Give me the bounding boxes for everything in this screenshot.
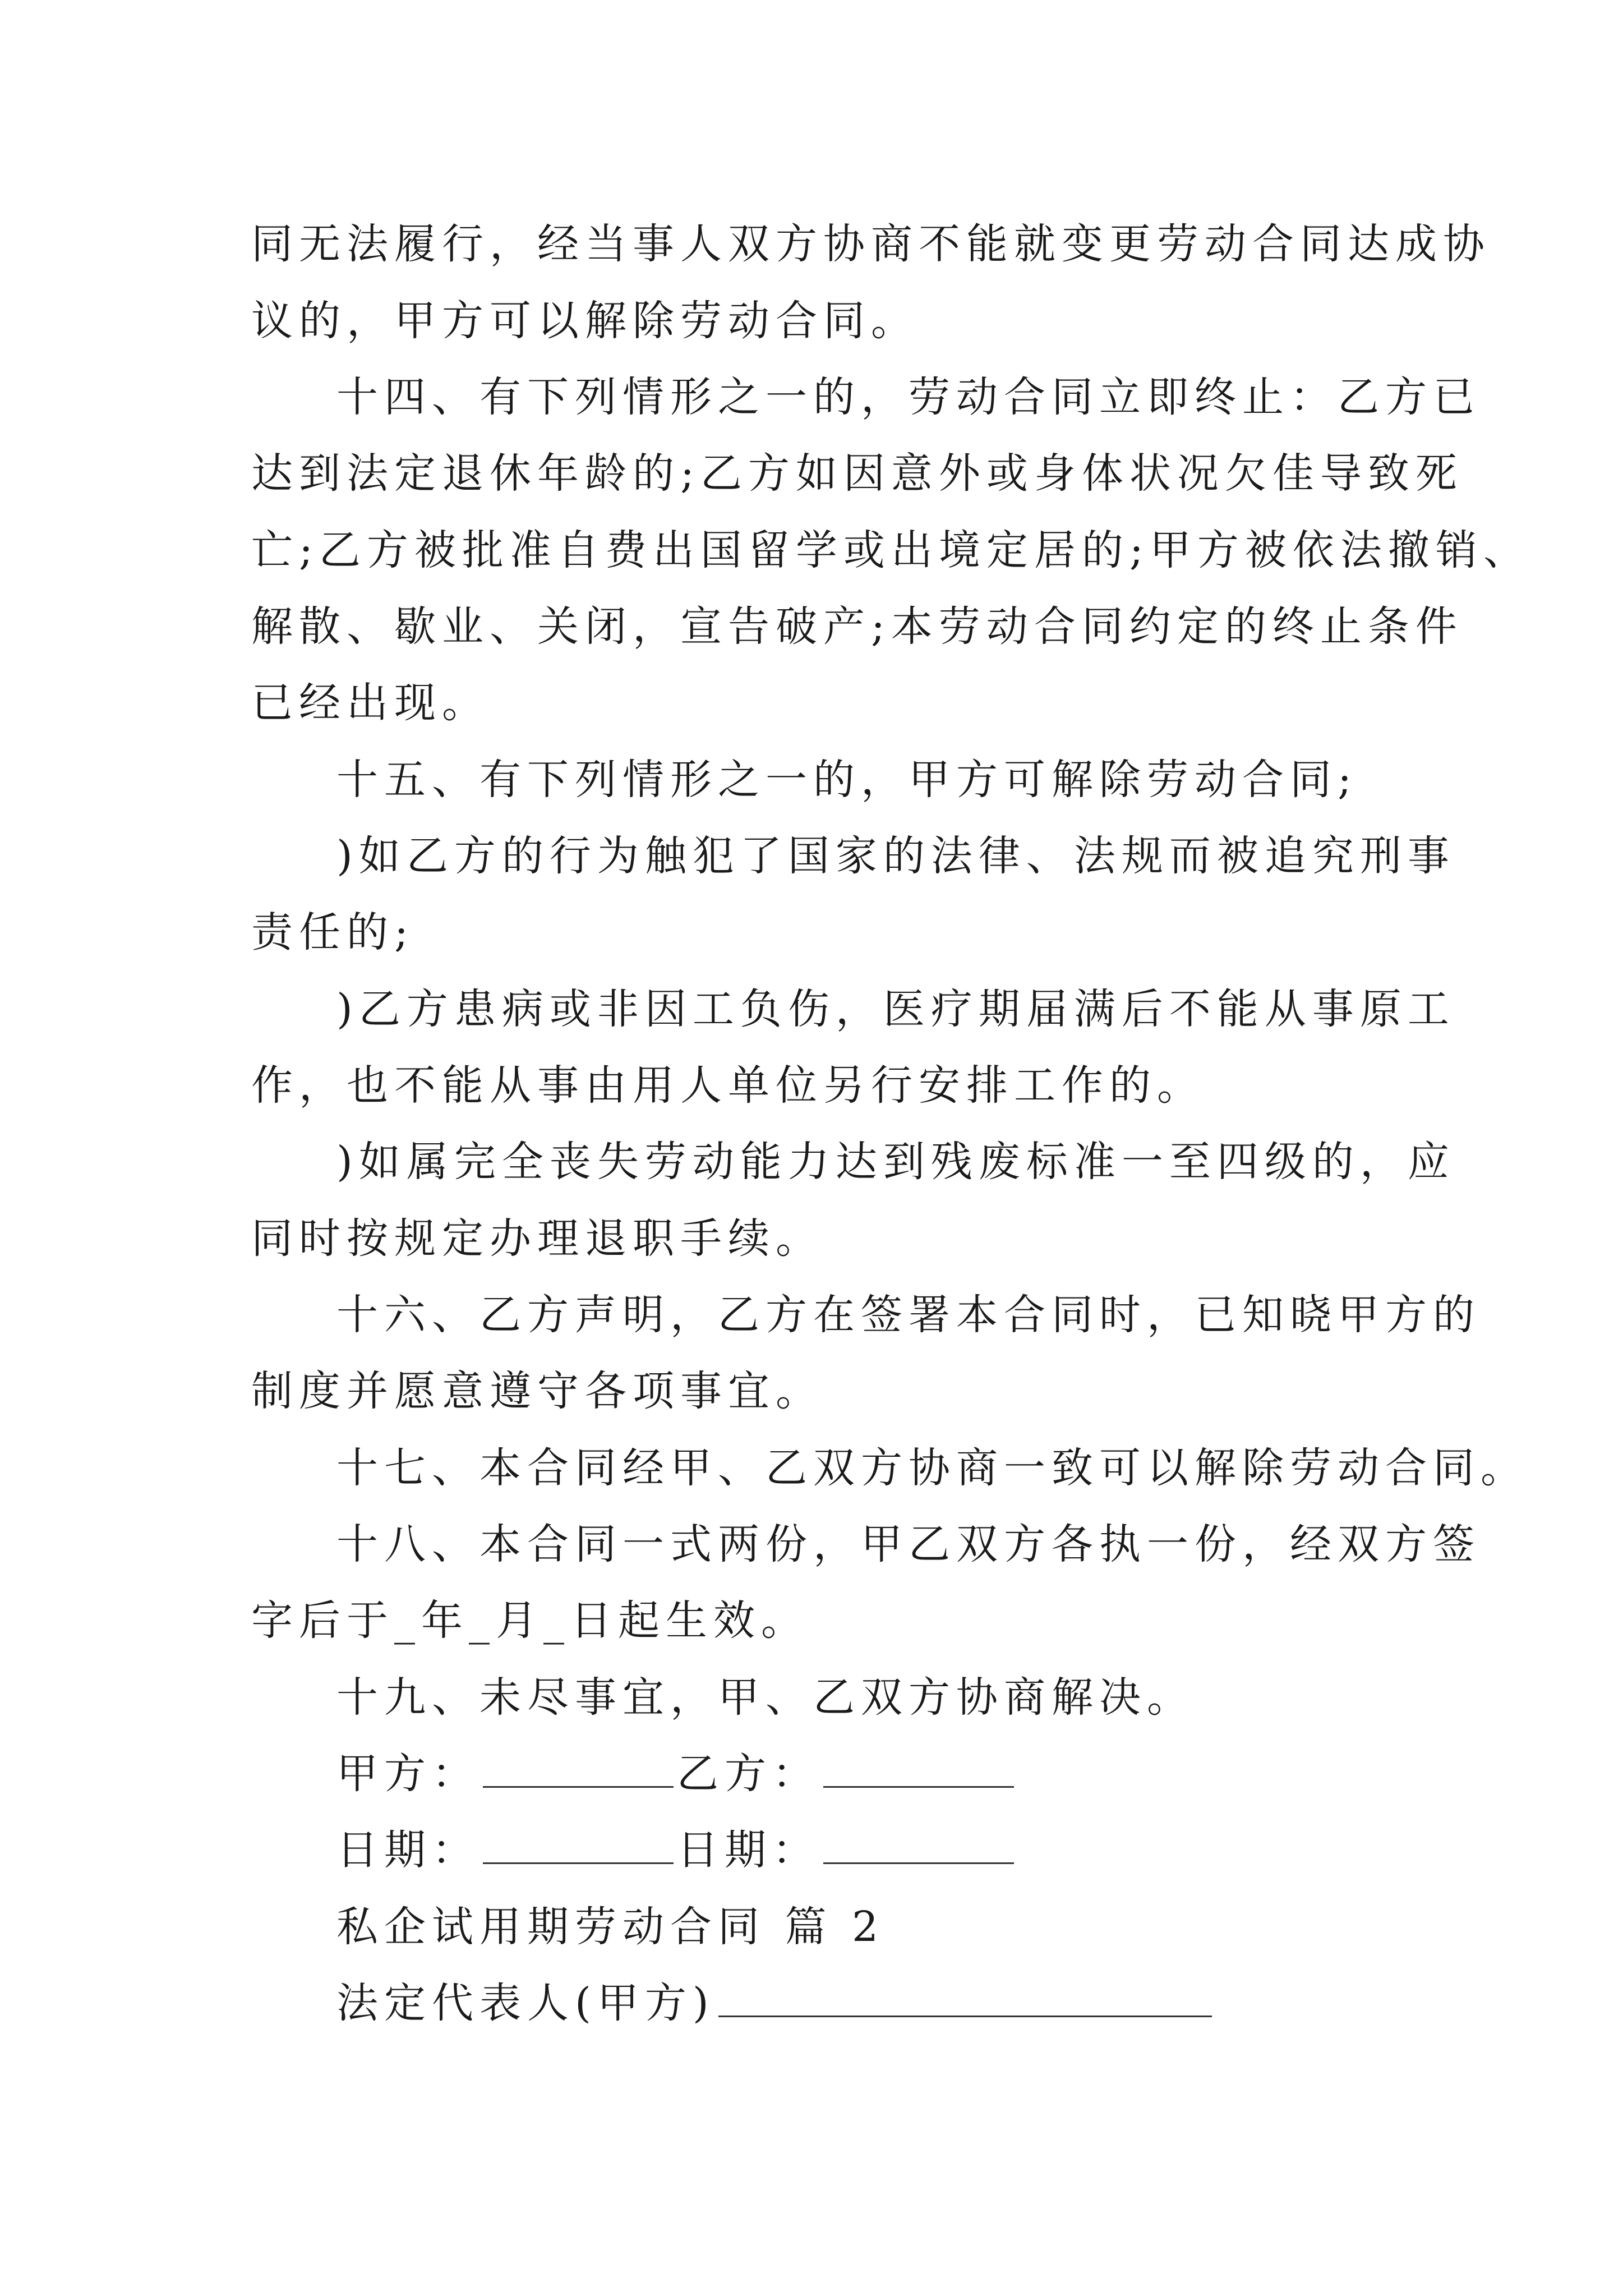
section-title: 私企试用期劳动合同 篇 2 [336,1903,885,1951]
paragraph-line: 字后于_年_月_日起生效。 [251,1596,809,1645]
paragraph-line: 亡;乙方被批准自费出国留学或出境定居的;甲方被依法撤销、 [251,526,1531,574]
party-b-label: 乙方： [677,1750,820,1798]
date-b-label: 日期： [677,1826,820,1874]
legal-rep-label: 法定代表人(甲方) [336,1979,715,2027]
paragraph-line: 议的，甲方可以解除劳动合同。 [251,297,919,345]
signature-row [336,1746,1017,1802]
clause-18-line: 十八、本合同一式两份，甲乙双方各执一份，经双方签 [336,1520,1481,1568]
paragraph-line: 作，也不能从事由用人单位另行安排工作的。 [251,1061,1205,1110]
clause-19-line: 十九、未尽事宜，甲、乙双方协商解决。 [336,1673,1195,1722]
date-row [336,1822,1017,1878]
paragraph-line: 同无法履行，经当事人双方协商不能就变更劳动合同达成协 [251,220,1491,268]
paragraph-line: 制度并愿意遵守各项事宜。 [251,1367,823,1415]
legal-rep-blank [718,1975,1212,2017]
paragraph-line: 解散、歇业、关闭，宣告破产;本劳动合同约定的终止条件 [251,602,1463,651]
sub-item-line: )乙方患病或非因工负伤，医疗期届满后不能从事原工 [336,985,1455,1033]
paragraph-line: 责任的; [251,908,414,956]
legal-rep-row [336,1975,1215,2031]
party-b-blank [823,1746,1014,1788]
clause-15-line: 十五、有下列情形之一的，甲方可解除劳动合同; [336,756,1358,804]
sub-item-line: )如属完全丧失劳动能力达到残废标准一至四级的，应 [336,1138,1455,1186]
date-a-blank [483,1822,674,1864]
date-b-blank [823,1822,1014,1864]
party-a-label: 甲方： [336,1750,479,1798]
party-a-blank [483,1746,674,1788]
paragraph-line: 同时按规定办理退职手续。 [251,1214,823,1263]
paragraph-line: 达到法定退休年龄的;乙方如因意外或身体状况欠佳导致死 [251,449,1463,498]
clause-16-line: 十六、乙方声明，乙方在签署本合同时，已知晓甲方的 [336,1291,1481,1339]
clause-17-line: 十七、本合同经甲、乙双方协商一致可以解除劳动合同。 [336,1444,1528,1492]
sub-item-line: )如乙方的行为触犯了国家的法律、法规而被追究刑事 [336,832,1455,880]
clause-14-line: 十四、有下列情形之一的，劳动合同立即终止：乙方已 [336,373,1481,421]
paragraph-line: 已经出现。 [251,679,490,727]
date-a-label: 日期： [336,1826,479,1874]
